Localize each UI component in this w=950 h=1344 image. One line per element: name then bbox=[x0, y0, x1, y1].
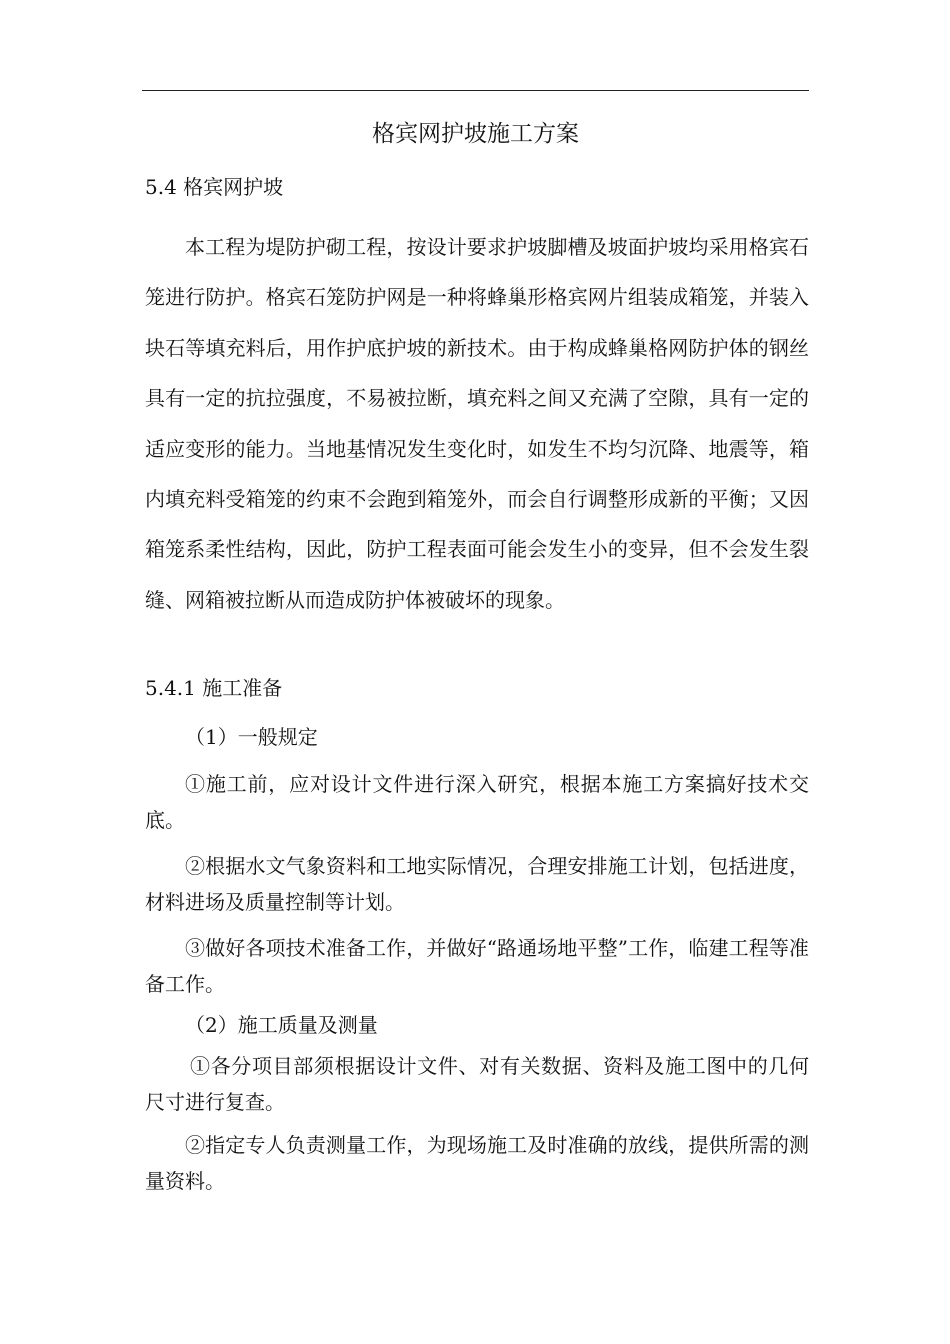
section-heading-5-4: 5.4 格宾网护坡 bbox=[145, 175, 284, 199]
general-rule-item-1: ①施工前，应对设计文件进行深入研究，根据本施工方案搞好技术交底。 bbox=[145, 772, 809, 832]
general-rule-item-2: ②根据水文气象资料和工地实际情况，合理安排施工计划，包括进度，材料进场及质量控制等计划。 bbox=[145, 854, 809, 914]
quality-item-2: ②指定专人负责测量工作，为现场施工及时准确的放线，提供所需的测量资料。 bbox=[145, 1133, 809, 1193]
section-heading-5-4-1: 5.4.1 施工准备 bbox=[145, 676, 283, 700]
section-5-4-body: 本工程为堤防护砌工程，按设计要求护坡脚槽及坡面护坡均采用格宾石笼进行防护。格宾石笼防护网是一种将蜂巢形格宾网片组装成箱笼，并装入块石等填充料后，用作护底护坡的新技术。由于构成蜂巢格网防护体的钢丝具有一定的抗拉强度，不易被拉断，填充料之间又充满了空隙，具有一定的适应变形的能力。当地基情况发生变化时，如发生不均匀沉降、地震等，箱内填充料受箱笼的约束不会跑到箱笼外，而会自行调整形成新的平衡；又因箱笼系柔性结构，因此，防护工程表面可能会发生小的变异，但不会发生裂缝、网箱被拉断从而造成防护体被破坏的现象。 bbox=[145, 235, 809, 612]
subsection-general-rules: （1）一般规定 bbox=[185, 725, 318, 749]
header-rule bbox=[142, 90, 809, 91]
document-title: 格宾网护坡施工方案 bbox=[372, 121, 579, 147]
general-rule-item-3: ③做好各项技术准备工作，并做好“路通场地平整”工作，临建工程等准备工作。 bbox=[145, 936, 809, 996]
quality-item-1: ①各分项目部须根据设计文件、对有关数据、资料及施工图中的几何尺寸进行复查。 bbox=[145, 1054, 809, 1114]
subsection-quality-measurement: （2）施工质量及测量 bbox=[185, 1013, 378, 1037]
